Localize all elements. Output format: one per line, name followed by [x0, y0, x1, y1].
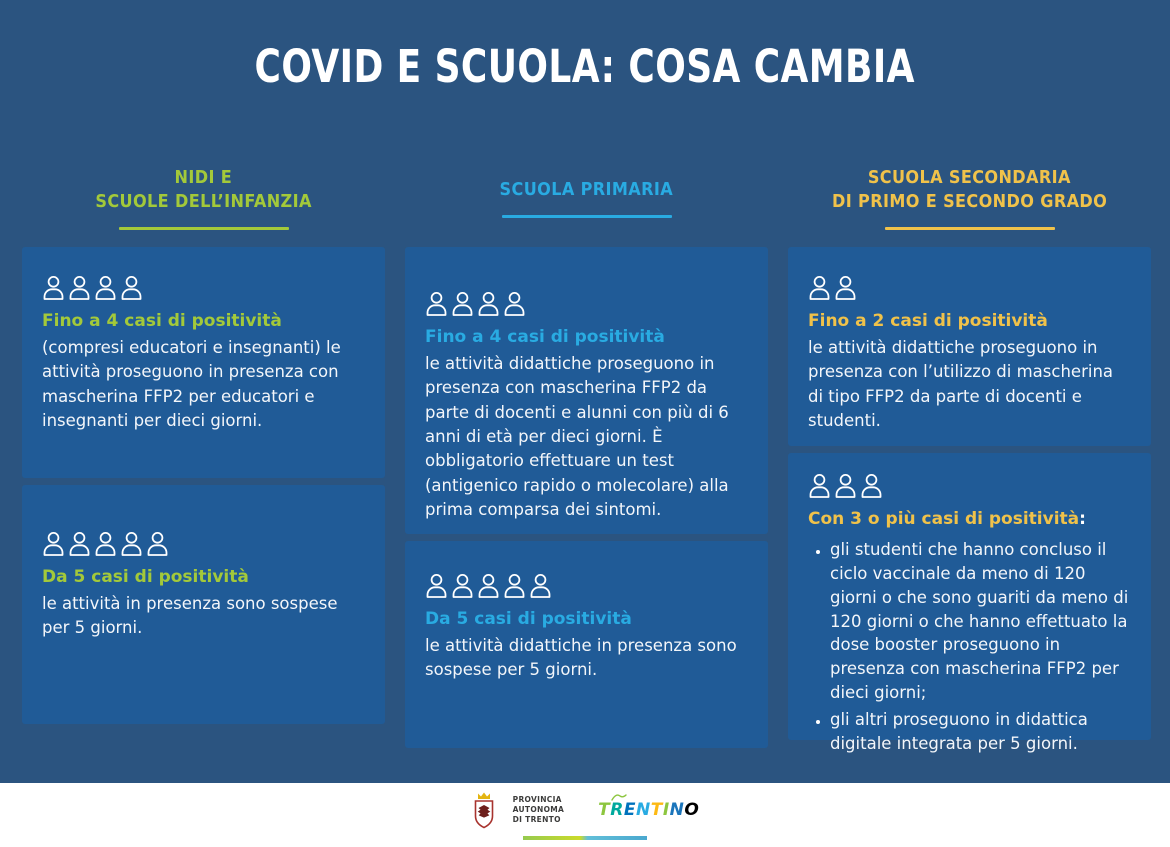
column-scuola-primaria	[405, 150, 768, 755]
trentino-letter: O	[684, 800, 700, 820]
people-icons-row	[808, 473, 1133, 498]
card-heading: Fino a 4 casi di positività	[425, 327, 665, 347]
person-icon	[477, 573, 500, 598]
person-icon	[42, 531, 65, 556]
column-header-primaria	[405, 150, 768, 247]
person-icon	[146, 531, 169, 556]
card-heading: Da 5 casi di positività	[42, 567, 249, 587]
people-icons-row	[808, 275, 1133, 300]
provincia-coat-of-arms-icon	[471, 790, 497, 830]
card-body: le attività didattiche proseguono in presenza con mascherina FFP2 da parte di docenti e alunni con più di 6 anni di età per dieci giorni. È obbligatorio effettuare un test (antigenico rapido o molecolare) alla prima comparsa dei sintomi.	[425, 353, 729, 520]
header-underline	[885, 227, 1055, 230]
person-icon	[68, 531, 91, 556]
people-icons-row	[42, 275, 367, 300]
card-nidi-da-5-casi	[22, 485, 385, 724]
card-body: le attività didattiche proseguono in presenza con l’utilizzo di mascherina di tipo FFP2 da parte di docenti e studenti.	[808, 337, 1114, 431]
card-body: le attività in presenza sono sospese per 5 giorni.	[42, 593, 338, 638]
card-primaria-fino-4-casi	[405, 247, 768, 534]
column-header-line: SCUOLA PRIMARIA	[499, 179, 674, 200]
trentino-letter: I	[662, 800, 670, 820]
person-icon	[808, 473, 831, 498]
trentino-letter: E	[623, 800, 636, 820]
column-header-line: SCUOLA SECONDARIA	[867, 167, 1072, 188]
trentino-logo	[598, 800, 699, 820]
person-icon	[503, 291, 526, 316]
provincia-wordmark	[513, 795, 564, 824]
bullet-item: • gli altri proseguono in didattica digitale integrata per 5 giorni.	[830, 708, 1133, 756]
card-heading: Fino a 2 casi di positività	[808, 311, 1048, 331]
person-icon	[425, 291, 448, 316]
person-icon	[94, 531, 117, 556]
trentino-letter: T	[598, 800, 611, 820]
card-nidi-fino-4-casi	[22, 247, 385, 478]
card-primaria-da-5-casi	[405, 541, 768, 748]
person-icon	[42, 275, 65, 300]
person-icon	[477, 291, 500, 316]
people-icons-row	[42, 531, 367, 556]
column-header-line: DI PRIMO E SECONDO GRADO	[831, 191, 1108, 212]
footer-gradient-bar	[523, 836, 647, 840]
person-icon	[120, 531, 143, 556]
trentino-letter: R	[610, 800, 624, 820]
person-icon	[68, 275, 91, 300]
footer-logos	[471, 790, 700, 830]
column-header-nidi	[22, 150, 385, 247]
person-icon	[425, 573, 448, 598]
provincia-line: AUTONOMA	[512, 805, 565, 815]
trentino-flourish-icon	[610, 792, 628, 802]
column-header-line: NIDI E	[174, 167, 233, 188]
bullet-item: • gli studenti che hanno concluso il ciclo vaccinale da meno di 120 giorni o che sono guariti da meno di 120 giorni o che hanno effettuato la dose booster proseguono in presenza con mascherina FFP2 per dieci giorni;	[830, 538, 1133, 705]
people-icons-row	[425, 573, 750, 598]
person-icon	[860, 473, 883, 498]
trentino-letter: N	[669, 800, 685, 820]
page-title: COVID E SCUOLA: COSA CAMBIA	[254, 40, 916, 93]
card-body: (compresi educatori e insegnanti) le attività proseguono in presenza con mascherina FFP2 per educatori e insegnanti per dieci giorni.	[42, 337, 341, 431]
card-secondaria-fino-2-casi	[788, 247, 1151, 446]
people-icons-row	[425, 291, 750, 316]
person-icon	[834, 473, 857, 498]
column-header-line: SCUOLE DELL’INFANZIA	[95, 191, 312, 212]
card-secondaria-3-o-piu-casi	[788, 453, 1151, 754]
trentino-letter: T	[650, 800, 663, 820]
person-icon	[451, 573, 474, 598]
person-icon	[529, 573, 552, 598]
card-heading: Con 3 o più casi di positività:	[808, 509, 1086, 529]
card-heading: Da 5 casi di positività	[425, 609, 632, 629]
heading-colon: :	[1079, 509, 1086, 529]
column-nidi-infanzia	[22, 150, 385, 755]
card-heading: Fino a 4 casi di positività	[42, 311, 282, 331]
header-underline	[502, 215, 672, 218]
header-underline	[119, 227, 289, 230]
provincia-line: DI TRENTO	[512, 814, 561, 824]
footer	[0, 783, 1170, 847]
person-icon	[451, 291, 474, 316]
person-icon	[834, 275, 857, 300]
person-icon	[503, 573, 526, 598]
person-icon	[808, 275, 831, 300]
person-icon	[94, 275, 117, 300]
card-bullet-list	[808, 538, 1133, 756]
column-scuola-secondaria	[788, 150, 1151, 755]
person-icon	[120, 275, 143, 300]
card-body: le attività didattiche in presenza sono sospese per 5 giorni.	[425, 635, 737, 680]
column-header-secondaria	[788, 150, 1151, 247]
columns-container	[22, 150, 1151, 755]
trentino-letter: N	[635, 800, 651, 820]
provincia-line: PROVINCIA	[512, 795, 562, 805]
